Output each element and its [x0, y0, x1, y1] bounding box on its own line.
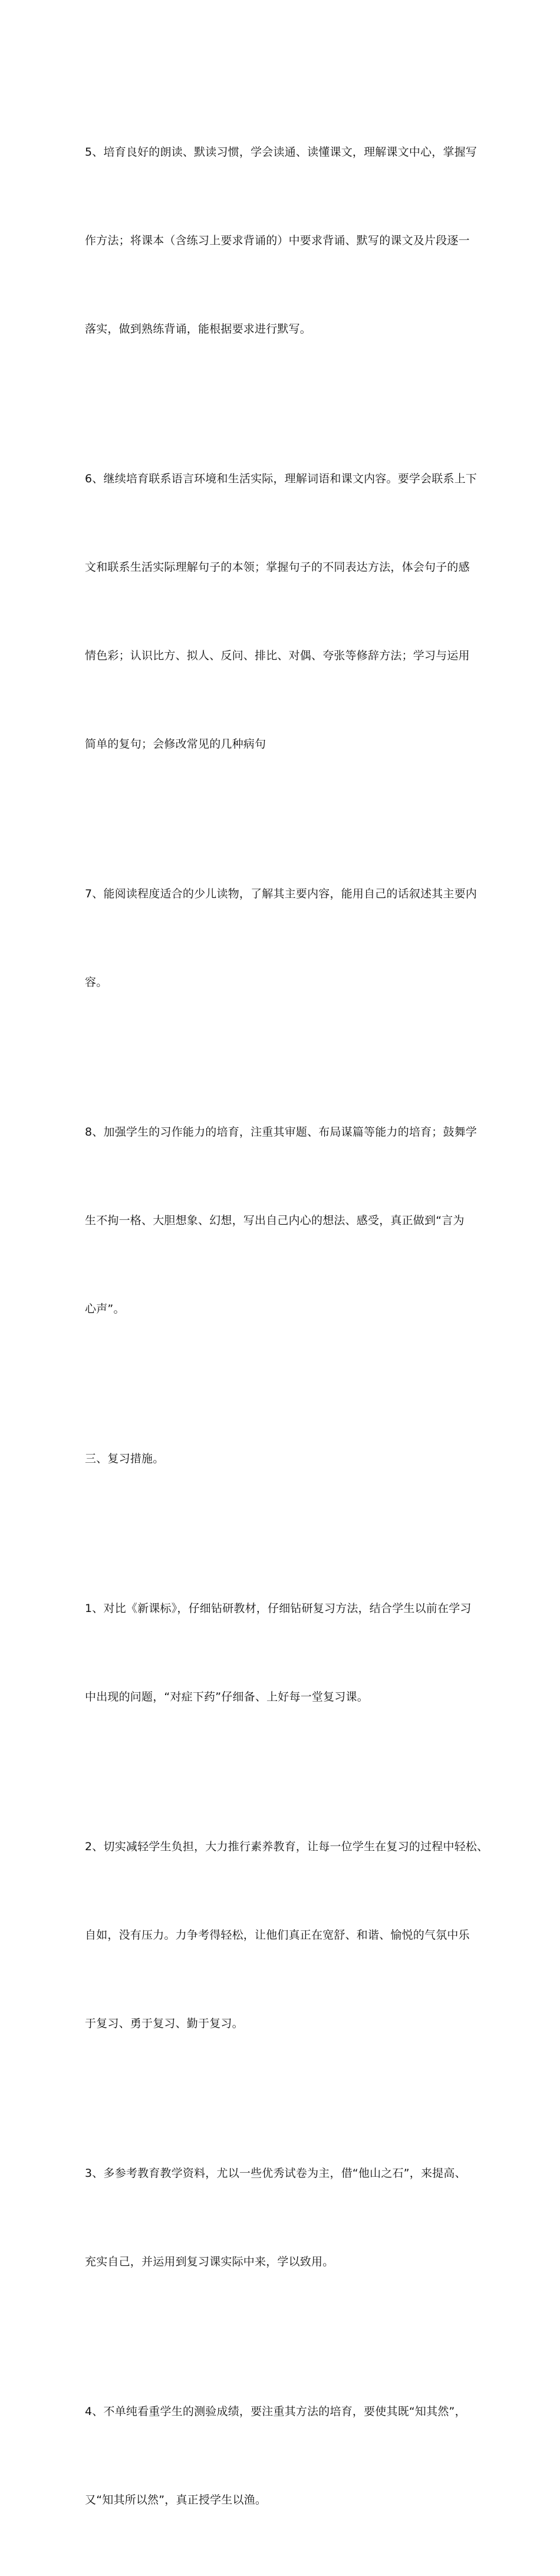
text-line: 文和联系生活实际理解句子的本领；掌握句子的不同表达方法，体会句子的感 [85, 561, 470, 574]
text-line: 落实，做到熟练背诵，能根据要求进行默写。 [85, 323, 312, 335]
paragraph-measure-2 [85, 1773, 489, 2097]
text-line: 2、切实减轻学生负担，大力推行素养教育，让每一位学生在复习的过程中轻松、 [85, 1840, 489, 1853]
text-line: 充实自己，并运用到复习课实际中来，学以致用。 [85, 2255, 334, 2268]
text-line: 8、加强学生的习作能力的培育，注重其审题、布局谋篇等能力的培育；鼓舞学 [85, 1126, 477, 1139]
text-line: 情色彩；认识比方、拟人、反问、排比、对偶、夸张等修辞方法；学习与运用 [85, 649, 470, 662]
text-line: 心声”。 [85, 1302, 125, 1315]
section-heading-review-measures [85, 1385, 483, 1532]
text-line: 5、培育良好的朗读、默读习惯，学会读通、读懂课文，理解课文中心，掌握写 [85, 146, 477, 159]
document-body [85, 78, 489, 2576]
text-line: 又“知其所以然”，真正授学生以渔。 [85, 2493, 267, 2506]
text-line: 简单的复句；会修改常见的几种病句 [85, 738, 266, 751]
text-line: 容。 [85, 976, 108, 989]
text-line: 3、多参考教育教学资料，尤以一些优秀试卷为主，借“他山之石”，来提高、 [85, 2167, 466, 2180]
paragraph-measure-3 [85, 2100, 483, 2335]
text-line: 7、能阅读程度适合的少儿读物，了解其主要内容，能用自己的话叙述其主要内 [85, 887, 477, 900]
text-line: 1、对比《新课标》，仔细钻研教材，仔细钻研复习方法，结合学生以前在学习 [85, 1602, 472, 1615]
text-line: 6、继续培育联系语言环境和生活实际，理解词语和课文内容。要学会联系上下 [85, 472, 477, 485]
paragraph-goal-7 [85, 820, 483, 1056]
paragraph-measure-1 [85, 1535, 483, 1771]
text-line: 自如，没有压力。力争考得轻松，让他们真正在宽舒、和谐、愉悦的气氛中乐 [85, 1929, 470, 1942]
text-line: 三、复习措施。 [85, 1452, 164, 1465]
text-line: 生不拘一格、大胆想象、幻想，写出自己内心的想法、感受，真正做到“言为 [85, 1214, 465, 1227]
paragraph-goal-6 [85, 405, 483, 818]
paragraph-goal-8 [85, 1058, 483, 1383]
text-line: 于复习、勇于复习、勤于复习。 [85, 2017, 243, 2030]
text-line: 中出现的问题，“对症下药”仔细备、上好每一堂复习课。 [85, 1690, 368, 1703]
text-line: 4、不单纯看重学生的测验成绩，要注重其方法的培育，要使其既“知其然”， [85, 2405, 466, 2418]
text-line: 作方法；将课本（含练习上要求背诵的）中要求背诵、默写的课文及片段逐一 [85, 234, 470, 247]
paragraph-goal-5 [85, 78, 483, 403]
paragraph-measure-4 [85, 2338, 483, 2574]
